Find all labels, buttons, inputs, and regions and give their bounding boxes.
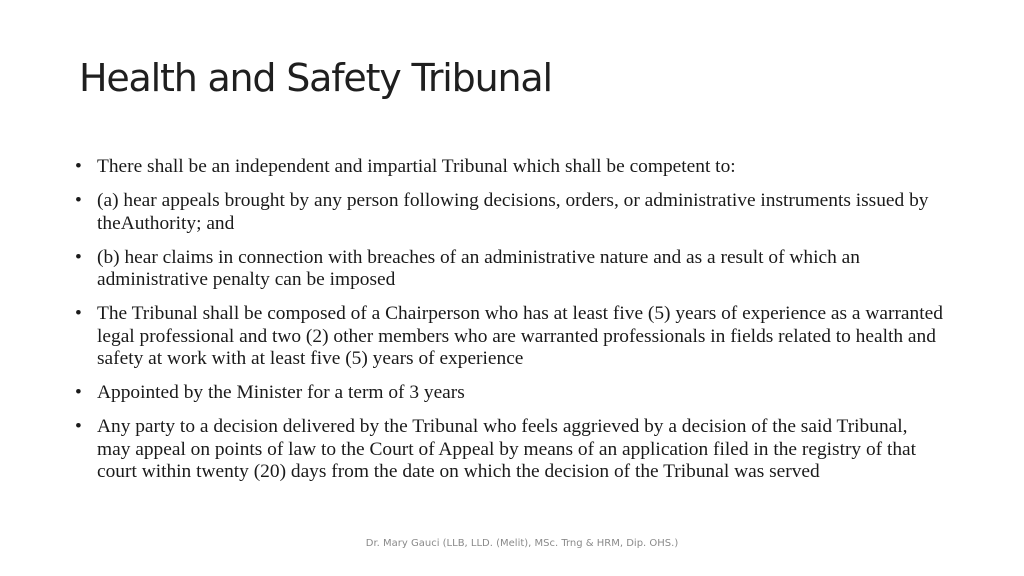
bullet-dot-icon: • <box>75 190 82 211</box>
bullet-item <box>75 416 945 484</box>
bullet-dot-icon: • <box>75 303 82 324</box>
bullet-text: Appointed by the Minister for a term of 3 years <box>97 382 465 403</box>
bullet-text: (a) hear appeals brought by any person following decisions, orders, or administrative instruments issued by theAuthority; and <box>97 190 929 234</box>
bullet-dot-icon: • <box>75 156 82 177</box>
bullet-item <box>75 156 945 179</box>
bullet-dot-icon: • <box>75 246 82 268</box>
bullet-item <box>75 247 945 292</box>
footer-credit: Dr. Mary Gauci (LLB, LLD. (Melit), MSc. Trng & HRM, Dip. OHS.) <box>365 538 679 549</box>
slide-title: Health and Safety Tribunal <box>79 56 552 100</box>
bullet-item <box>75 190 945 235</box>
bullet-text: There shall be an independent and impartial Tribunal which shall be competent to: <box>97 156 736 177</box>
bullet-dot-icon: • <box>75 382 82 403</box>
bullet-text: The Tribunal shall be composed of a Chairperson who has at least five (5) years of experience as a warranted legal professional and two (2) other members who are warranted professionals in fields related to health and safety at work with at least five (5) years of experience <box>97 303 943 369</box>
bullet-dot-icon: • <box>75 416 82 437</box>
bullet-item <box>75 303 945 371</box>
bullet-item <box>75 382 945 405</box>
bullet-text: (b) hear claims in connection with breaches of an administrative nature and as a result of which an administrative penalty can be imposed <box>97 246 860 290</box>
bullet-text: Any party to a decision delivered by the Tribunal who feels aggrieved by a decision of the said Tribunal, may appeal on points of law to the Court of Appeal by means of an application filed in the registry of that court within twenty (20) days from the date on which the decision of the Tribunal was served <box>97 416 917 482</box>
bullet-list <box>75 156 945 495</box>
